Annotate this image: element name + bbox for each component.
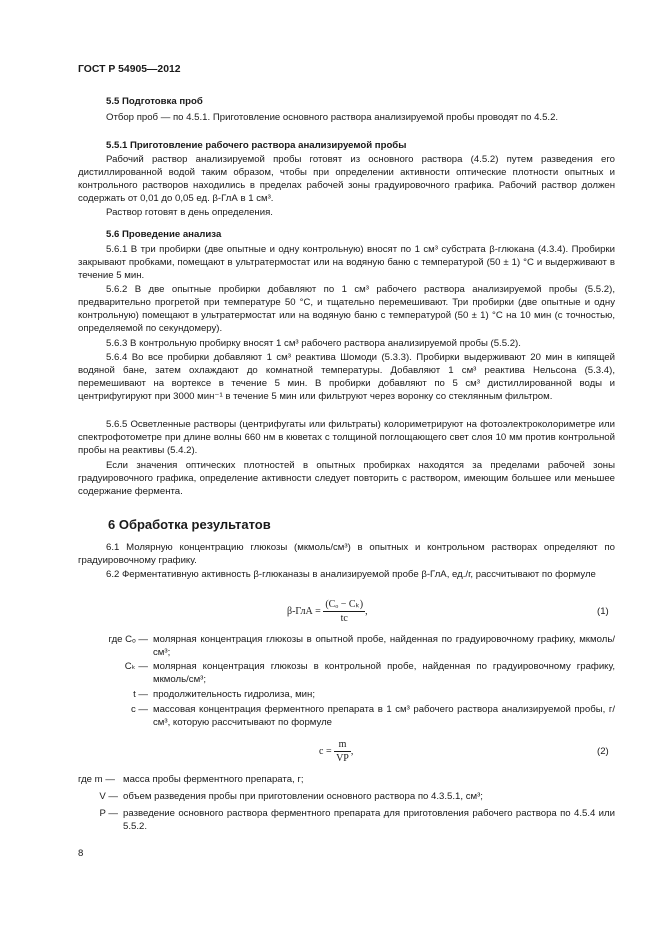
formula-1-lhs: β-ГлА =: [287, 605, 321, 617]
legend-text: массовая концентрация ферментного препарата в 1 см³ рабочего раствора анализируемой пробы, г/см³, которую рассчитывают по формуле: [153, 704, 615, 728]
legend-text: масса пробы ферментного препарата, г;: [123, 774, 304, 785]
formula-1-tail: ,: [365, 605, 368, 617]
legend-text: молярная концентрация глюкозы в контрольной пробе, найденная по градуировочному графику, мкмоль/см³;: [153, 661, 615, 685]
document-code: ГОСТ Р 54905—2012: [78, 64, 181, 75]
legend-text: продолжительность гидролиза, мин;: [153, 689, 315, 700]
paragraph-6-1: 6.1 Молярную концентрацию глюкозы (мкмоль/см³) в опытных и контрольном растворах определяют по градуировочному графику.: [78, 542, 615, 566]
paragraph-5-6-3: 5.6.3 В контрольную пробирку вносят 1 см³ рабочего раствора анализируемой пробы (5.5.2).: [106, 338, 521, 349]
formula-2-legend: [78, 773, 615, 833]
formula-1-number: (1): [597, 606, 609, 617]
section-5-6-title: 5.6 Проведение анализа: [106, 229, 222, 240]
paragraph-5-6-6: Если значения оптических плотностей в опытных пробирках находятся за пределами рабочей зоны градуировочного графика, определение активности следует повторить с раствором, имеющим большее или меньшее содержание фермента.: [78, 460, 615, 497]
legend-symbol: где Cₒ —: [108, 634, 148, 645]
legend-row: [78, 790, 615, 803]
paragraph-5-5: Отбор проб — по 4.5.1. Приготовление основного раствора анализируемой пробы проводят по 4.5.2.: [106, 112, 559, 123]
formula-2-denominator: VP: [336, 753, 349, 764]
formula-1: [287, 598, 368, 625]
formula-2-lhs: c =: [319, 745, 332, 757]
paragraph-6-2: 6.2 Ферментативную активность β-глюканазы в анализируемой пробе β-ГлА, ед./г, рассчитывают по формуле: [106, 569, 596, 580]
legend-text: объем разведения пробы при приготовлении основного раствора по 4.3.5.1, см³;: [123, 791, 483, 802]
paragraph-5-5-1: Рабочий раствор анализируемой пробы готовят из основного раствора (4.5.2) путем разведения его дистиллированной водой таким образом, чтобы при определении активности оптические плотности опытных и контрольного растворов находились в пределах рабочей зоны градуировочного графика. Рабочий раствор должен содержать от 0,01 до 0,05 ед. β-ГлА в 1 см³.: [78, 154, 615, 204]
formula-2-numerator: m: [334, 738, 351, 752]
formula-2-number: (2): [597, 746, 609, 757]
formula-1-numerator: (Cₒ − Cₖ): [325, 599, 364, 610]
formula-1-denominator: tc: [340, 613, 348, 624]
legend-symbol: где m —: [78, 774, 115, 785]
paragraph-5-6-5: 5.6.5 Осветленные растворы (центрифугаты или фильтраты) колориметрируют на фотоэлектроколориметре или спектрофотометре при длине волны 660 нм в кюветах с толщиной поглощающего свет слоя 10 мм против контрольной пробы на реактивы (5.4.2).: [78, 419, 615, 456]
formula-2: [319, 738, 353, 765]
legend-symbol: P —: [99, 808, 118, 819]
paragraph-5-6-2: 5.6.2 В две опытные пробирки добавляют по 1 см³ рабочего раствора анализируемой пробы (5.5.2), предварительно прогретой при температуре 50 °С, и тщательно перемешивают. Три пробирки (две опытные и одну контрольную) помещают в ультратермостат или на водяную баню с температурой (50 ± 1) °С на 10 мин (с точностью, определяемой по секундомеру).: [78, 284, 615, 334]
section-6-title: 6 Обработка результатов: [108, 517, 271, 532]
formula-1-fraction: [323, 598, 365, 625]
formula-1-legend: [78, 633, 615, 729]
section-5-5-1-title: 5.5.1 Приготовление рабочего раствора анализируемой пробы: [106, 140, 407, 151]
paragraph-5-5-1-b: Раствор готовят в день определения.: [106, 207, 273, 218]
formula-2-fraction: [334, 738, 351, 765]
legend-row: [78, 633, 615, 659]
legend-symbol: V —: [99, 791, 118, 802]
legend-row: [78, 688, 615, 701]
page-number: 8: [78, 848, 84, 859]
legend-row: [78, 660, 615, 686]
legend-symbol: c —: [130, 704, 148, 715]
legend-text: разведение основного раствора ферментного препарата для приготовления рабочего раствора по 4.5.4 или 5.5.2.: [123, 808, 615, 832]
legend-symbol: t —: [133, 689, 148, 700]
paragraph-5-6-1: 5.6.1 В три пробирки (две опытные и одну контрольную) вносят по 1 см³ субстрата β-глюкана (4.3.4). Пробирки закрывают пробками, помещают в ультратермостат или на водяную баню с температурой (50 ± 1) °С и выдерживают в течение 5 мин.: [78, 244, 615, 281]
legend-row: [78, 703, 615, 729]
legend-symbol: Cₖ —: [124, 661, 148, 672]
section-5-5-title: 5.5 Подготовка проб: [106, 96, 203, 107]
legend-text: молярная концентрация глюкозы в опытной пробе, найденная по градуировочному графику, мкмоль/см³;: [153, 634, 615, 658]
legend-row: [78, 807, 615, 833]
paragraph-5-6-4: 5.6.4 Во все пробирки добавляют 1 см³ реактива Шомоди (5.3.3). Пробирки выдерживают 20 мин в кипящей водяной бане, затем охлаждают до комнатной температуры. Добавляют 1 см³ реактива Нельсона (5.3.4), перемешивают на вортексе в течение 5 мин. В пробирки добавляют по 5 см³ дистиллированной воды и центрифугируют при 3000 мин⁻¹ в течение 5 мин или фильтруют через воронку со стеклянным фильтром.: [78, 352, 615, 402]
formula-2-tail: ,: [350, 745, 354, 757]
legend-row: [78, 773, 615, 786]
